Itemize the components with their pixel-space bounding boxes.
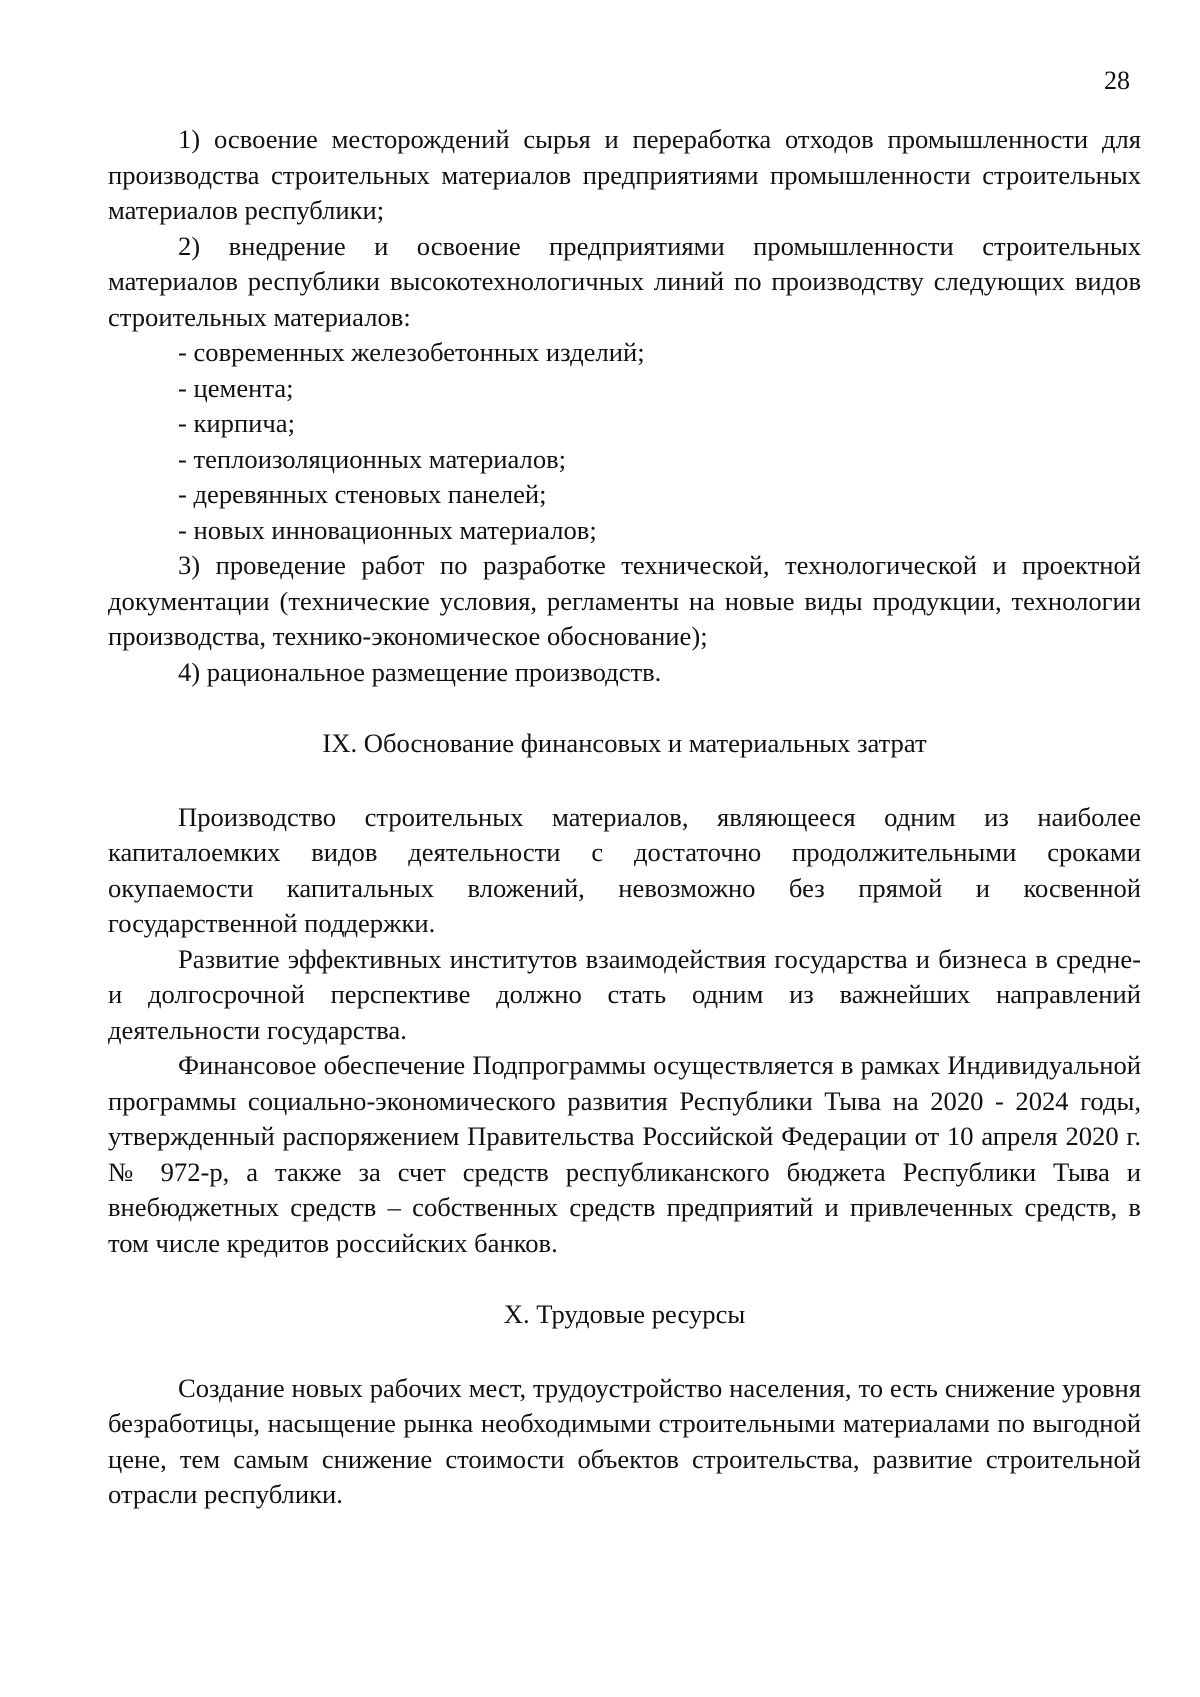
list-item-1: 1) освоение месторождений сырья и переработка отходов промышленности для производства строительных материалов предприятиями промышленности строительных материалов республики; [108,124,1141,225]
dash-item-wood-panels: - деревянных стеновых панелей; [178,479,547,509]
dash-item-cement: - цемента; [178,372,294,403]
document-body [108,122,1141,1513]
spacer [108,1261,1141,1297]
spacer [108,690,1141,726]
spacer [108,762,1141,800]
dash-item-innovative: - новых инновационных материалов; [178,514,597,545]
paragraph: Создание новых рабочих мест, трудоустройство населения, то есть снижение уровня безработицы, насыщение рынка необходимыми строительными материалами по выгодной цене, тем самым снижение стоимости объектов строительства, развитие строительной отрасли республики. [108,1372,1141,1509]
paragraph: Развитие эффективных институтов взаимодействия государства и бизнеса в средне- и долгосрочной перспективе должно стать одним из важнейших направлений деятельности государства. [108,943,1141,1045]
list-item-4: 4) рациональное размещение производств. [178,656,662,687]
spacer [108,1333,1141,1371]
section-heading-9: IX. Обоснование финансовых и материальных затрат [322,728,927,758]
dash-item-brick: - кирпича; [178,408,295,438]
list-item-2: 2) внедрение и освоение предприятиями промышленности строительных материалов республики высокотехнологичных линий по производству следующих видов строительных материалов: [108,230,1141,332]
section-heading-10: X. Трудовые ресурсы [503,1299,746,1329]
list-item-3: 3) проведение работ по разработке технической, технологической и проектной документации (технические условия, регламенты на новые виды продукции, технологии производства, технико-экономическое обоснование); [108,550,1141,651]
paragraph: Производство строительных материалов, являющееся одним из наиболее капиталоемких видов деятельности с достаточно продолжительными сроками окупаемости капитальных вложений, невозможно без прямой и косвенной государственной поддержки. [108,801,1141,938]
paragraph: Финансовое обеспечение Подпрограммы осуществляется в рамках Индивидуальной программы социально-экономического развития Республики Тыва на 2020 - 2024 годы, утвержденный распоряжением Правительства Российской Федерации от 10 апреля 2020 г. № 972-р, а также за счет средств республиканского бюджета Республики Тыва и внебюджетных средств – собственных средств предприятий и привлеченных средств, в том числе кредитов российских банков. [108,1050,1141,1258]
dash-item-concrete: - современных железобетонных изделий; [178,337,645,367]
dash-item-insulation: - теплоизоляционных материалов; [178,443,567,474]
page-number: 28 [1104,66,1130,95]
